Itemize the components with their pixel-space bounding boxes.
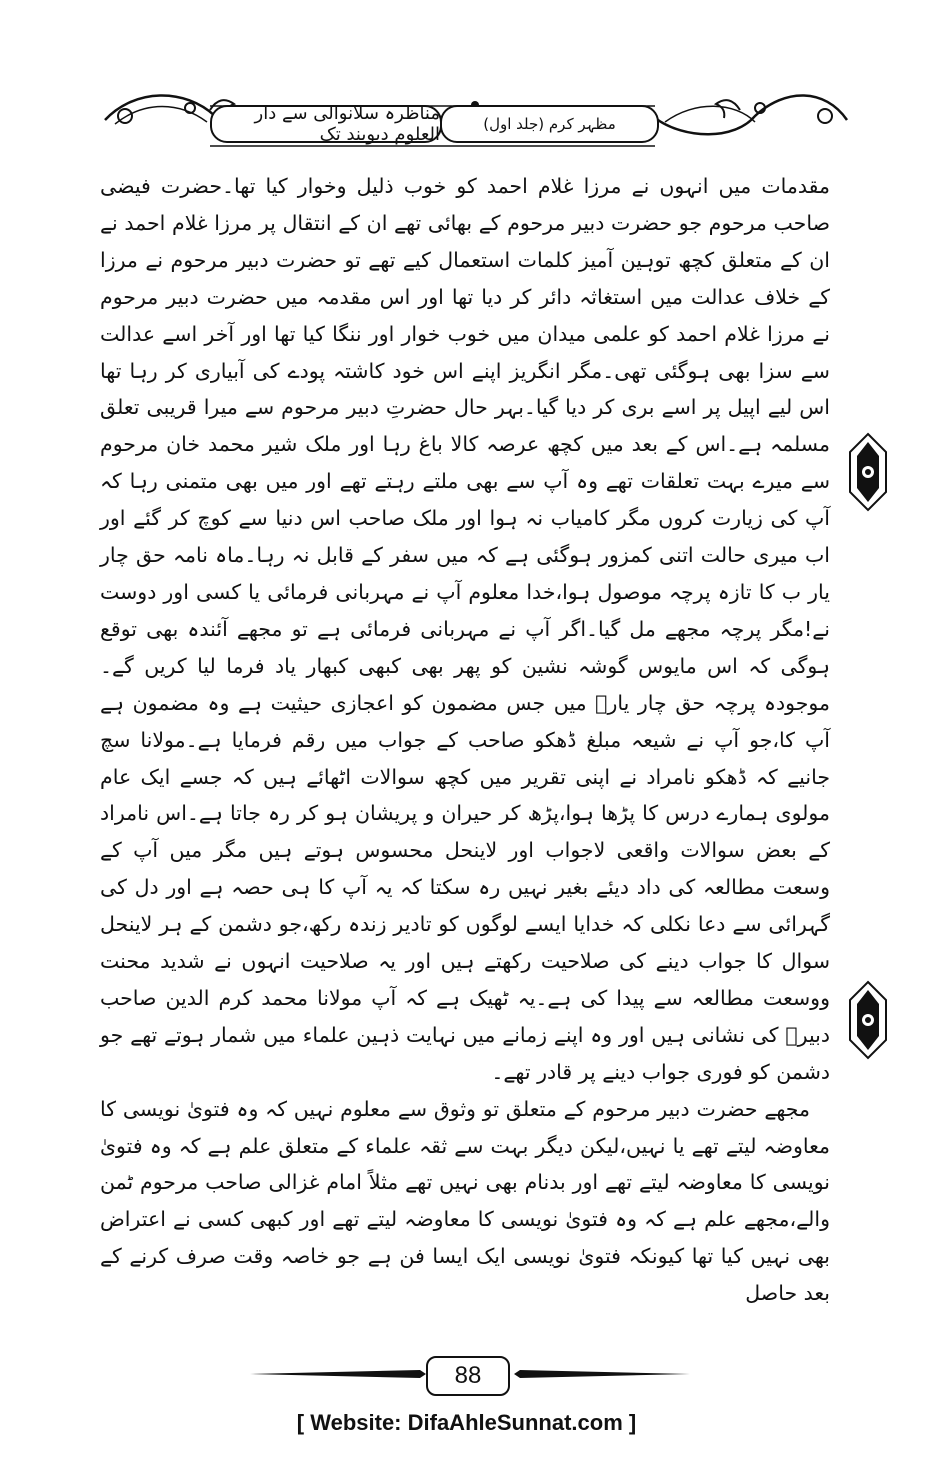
- body-paragraph-1: مقدمات میں انہوں نے مرزا غلام احمد کو خوب ذلیل وخوار کیا تھا۔حضرت فیضی صاحب مرحوم جو حضرت دبیر مرحوم کے بھائی تھے ان کے انتقال پر مرزا غلام احمد نے ان کے متعلق کچھ توہین آمیز کلمات استعمال کیے تھے تو حضرت دبیر مرحوم نے مرزا کے خلاف عدالت میں استغاثہ دائر کر دیا تھا اور اس مقدمہ میں حضرت دبیر مرحوم نے مرزا غلام احمد کو علمی میدان میں خوب خوار اور ننگا کیا تھا اور آخر اسے عدالت سے سزا بھی ہوگئی تھی۔مگر انگریز اپنے اس خود کاشتہ پودے کی آبیاری کر رہا تھا اس لیے اپیل پر اسے بری کر دیا گیا۔بہر حال حضرتِ دبیر مرحوم سے میرا قریبی تعلق مسلمہ ہے۔اس کے بعد میں کچھ عرصہ کالا باغ رہا اور ملک شیر محمد خان مرحوم سے میرے بہت تعلقات تھے وہ آپ سے بھی ملتے رہتے تھے اور میں بھی متمنی رہا کہ آپ کی زیارت کروں مگر کامیاب نہ ہوا اور ملک صاحب اس دنیا سے کوچ کر گئے اور اب میری حالت اتنی کمزور ہوگئی ہے کہ میں سفر کے قابل نہ رہا۔ماہ نامہ حق چار یار ب کا تازہ پرچہ موصول ہوا،خدا معلوم آپ نے مہربانی فرمائی یا کسی اور دوست نے!مگر پرچہ مجھے مل گیا۔اگر آپ نے مہربانی فرمائی ہے تو مجھے آئندہ بھی توقع ہوگی کہ اس مایوس گوشہ نشین کو پھر بھی کبھی کبھار یاد فرما لیا کریں گے۔موجودہ پرچہ حق چار یارؓ میں جس مضمون کو اعجازی حیثیت ہے وہ مضمون ہے آپ کا،جو آپ نے شیعہ مبلغ ڈھکو صاحب کے جواب میں رقم فرمایا ہے۔مولانا سچ جانیے کہ ڈھکو نامراد نے اپنی تقریر میں کچھ سوالات اٹھائے ہیں کہ جسے ایک عام مولوی ہمارے درس کا پڑھا ہوا،پڑھ کر حیران و پریشان ہو کر رہ جاتا ہے۔اس نامراد کے بعض سوالات واقعی لاجواب اور لاینحل محسوس ہوتے ہیں مگر میں آپ کے وسعت مطالعہ کی داد دیئے بغیر نہیں رہ سکتا کہ یہ آپ کا ہی حصہ ہے اور دل کی گہرائی سے دعا نکلی کہ خدایا ایسے لوگوں کو تادیر زندہ رکھ،جو دشمن کے ہر لاینحل سوال کا جواب دینے کی صلاحیت رکھتے ہیں اور یہ صلاحیت انہوں نے شدید محنت ووسعت مطالعہ سے پیدا کی ہے۔یہ ٹھیک ہے کہ آپ مولانا محمد کرم الدین صاحب دبیرؒ کی نشانی ہیں اور وہ اپنے زمانے میں نہایت ذہین علماء میں شمار ہوتے تھے جو دشمن کو فوری جواب دینے پر قادر تھے۔: [100, 174, 830, 1084]
- body-paragraph-2: مجھے حضرت دبیر مرحوم کے متعلق تو وثوق سے معلوم نہیں کہ وہ فتویٰ نویسی کا معاوضہ لیتے تھے یا نہیں،لیکن دیگر بہت سے ثقہ علماء کے متعلق علم ہے کہ وہ فتویٰ نویسی کا معاوضہ لیتے تھے اور بدنام بھی نہیں تھے مثلاً امام غزالی صاحب مرحوم ٹمن والے،مجھے علم ہے کہ وہ فتویٰ نویسی کا معاوضہ لیتے تھے اور کبھی کسی نے اعتراض بھی نہیں کیا تھا کیونکہ فتویٰ نویسی ایک ایسا فن ہے جو خاصہ وقت صرف کرنے کے بعد حاصل: [100, 1096, 830, 1306]
- header-book-title: مظہر کرم (جلد اول): [440, 105, 659, 143]
- page-number: 88: [426, 1356, 510, 1396]
- website-footer: [ Website: DifaAhleSunnat.com ]: [296, 1410, 637, 1435]
- side-ornament-top: [846, 432, 890, 512]
- header-book-section-title: مناظرہ سلانوالی سے دار العلوم دیوبند تک: [210, 105, 442, 143]
- side-ornament-bottom: [846, 980, 890, 1060]
- page-body: [100, 168, 830, 1312]
